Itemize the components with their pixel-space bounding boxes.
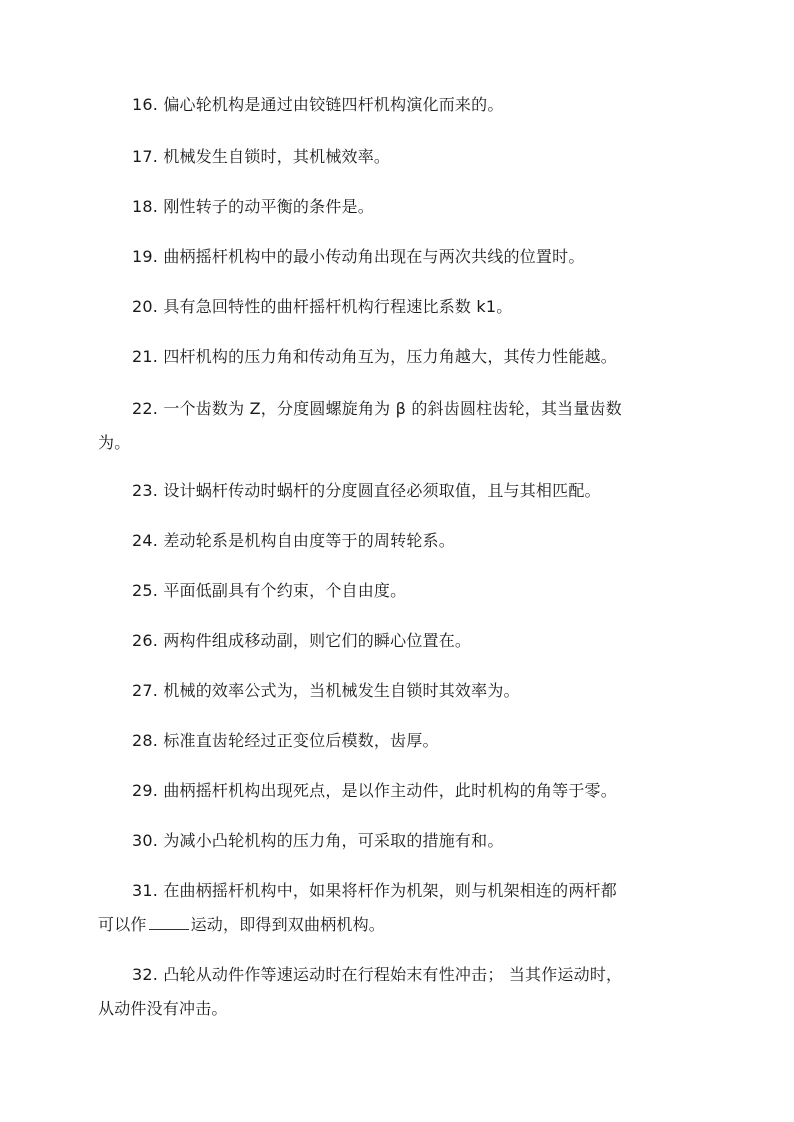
- question-text: 29. 曲柄摇杆机构出现死点，是以作主动件，此时机构的角等于零。: [132, 781, 617, 800]
- question-text-continuation: [98, 908, 728, 942]
- question-text: 31. 在曲柄摇杆机构中，如果将杆作为机架，则与机架相连的两杆都: [132, 881, 617, 900]
- question-text: 32. 凸轮从动件作等速运动时在行程始末有性冲击； 当其作运动时，: [132, 965, 623, 984]
- question-text-continuation: 从动件没有冲击。: [98, 999, 228, 1018]
- question-text: 18. 刚性转子的动平衡的条件是。: [132, 197, 374, 216]
- question-20: [98, 290, 728, 324]
- question-26: [98, 624, 728, 658]
- question-30: [98, 824, 728, 858]
- question-text: 26. 两构件组成移动副，则它们的瞬心位置在。: [132, 631, 472, 650]
- question-text: 20. 具有急回特性的曲杆摇杆机构行程速比系数 k1。: [132, 297, 513, 316]
- question-27: [98, 674, 728, 708]
- question-25: [98, 574, 728, 608]
- question-text: 19. 曲柄摇杆机构中的最小传动角出现在与两次共线的位置时。: [132, 247, 585, 266]
- question-29: [98, 774, 728, 808]
- question-text: 28. 标准直齿轮经过正变位后模数，齿厚。: [132, 731, 439, 750]
- question-text: 17. 机械发生自锁时，其机械效率。: [132, 147, 391, 166]
- question-18: [98, 190, 728, 224]
- question-text: 21. 四杆机构的压力角和传动角互为，压力角越大，其传力性能越。: [132, 347, 617, 366]
- question-text: 16. 偏心轮机构是通过由铰链四杆机构演化而来的。: [132, 95, 504, 114]
- question-21: [98, 340, 728, 374]
- question-17: [98, 140, 728, 174]
- question-text-continuation: 为。: [98, 433, 131, 452]
- question-31: [98, 874, 728, 942]
- question-23: [98, 474, 728, 508]
- question-text: 27. 机械的效率公式为，当机械发生自锁时其效率为。: [132, 681, 520, 700]
- question-text: 24. 差动轮系是机构自由度等于的周转轮系。: [132, 531, 455, 550]
- continuation-suffix: 运动，即得到双曲柄机构。: [190, 915, 386, 934]
- question-19: [98, 240, 728, 274]
- question-16: [98, 88, 728, 122]
- continuation-prefix: 可以作: [98, 915, 147, 934]
- question-28: [98, 724, 728, 758]
- question-text: 23. 设计蜗杆传动时蜗杆的分度圆直径必须取值，且与其相匹配。: [132, 481, 601, 500]
- question-24: [98, 524, 728, 558]
- answer-blank: [149, 913, 189, 930]
- question-text: 30. 为减小凸轮机构的压力角，可采取的措施有和。: [132, 831, 504, 850]
- question-text: 22. 一个齿数为 Z，分度圆螺旋角为 β 的斜齿圆柱齿轮，其当量齿数: [132, 399, 622, 418]
- question-text: 25. 平面低副具有个约束，个自由度。: [132, 581, 407, 600]
- question-32: [98, 958, 728, 1026]
- question-22: [98, 392, 728, 460]
